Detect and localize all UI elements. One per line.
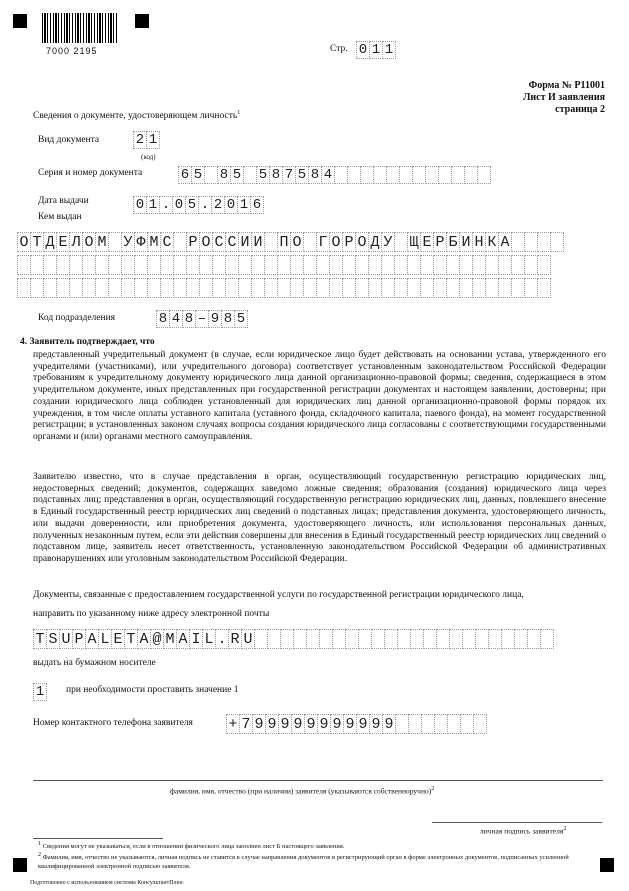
char-cell: Р: [186, 232, 200, 252]
empty-cell: [498, 255, 512, 275]
doc-type-code-note: (код): [141, 153, 156, 161]
doc-type-cells[interactable]: [133, 131, 159, 149]
char-cell: @: [150, 629, 164, 649]
fio-signature-line[interactable]: [33, 780, 603, 781]
char-cell: [243, 166, 257, 184]
empty-cell: [69, 255, 83, 275]
empty-cell: [17, 278, 31, 298]
empty-cell: [381, 278, 395, 298]
empty-cell: [251, 278, 265, 298]
char-cell: [306, 629, 320, 649]
char-cell: [254, 629, 268, 649]
division-code-label: Код подразделения: [38, 313, 116, 323]
empty-cell: [147, 255, 161, 275]
char-cell: 7: [239, 714, 253, 734]
empty-cell: [498, 278, 512, 298]
char-cell: [423, 629, 437, 649]
char-cell: [449, 629, 463, 649]
char-cell: [394, 232, 408, 252]
empty-cell: [69, 278, 83, 298]
phone-cells[interactable]: [226, 714, 486, 734]
char-cell: L: [98, 629, 112, 649]
char-cell: S: [46, 629, 60, 649]
empty-cell: [43, 278, 57, 298]
empty-cell: [420, 278, 434, 298]
char-cell: 8: [182, 310, 196, 328]
issued-by-label: Кем выдан: [38, 212, 82, 222]
char-cell: U: [241, 629, 255, 649]
personal-signature-line[interactable]: [432, 822, 602, 823]
char-cell: [332, 629, 346, 649]
empty-cell: [537, 278, 551, 298]
char-cell: 0: [224, 196, 238, 214]
char-cell: E: [111, 629, 125, 649]
char-cell: [410, 629, 424, 649]
barcode-number: 7000 2195: [46, 46, 98, 56]
char-cell: 8: [308, 166, 322, 184]
char-cell: [462, 629, 476, 649]
empty-cell: [95, 255, 109, 275]
char-cell: И: [459, 232, 473, 252]
char-cell: 9: [278, 714, 292, 734]
empty-cell: [56, 278, 70, 298]
char-cell: [267, 629, 281, 649]
empty-cell: [17, 255, 31, 275]
char-cell: [537, 232, 551, 252]
char-cell: [371, 629, 385, 649]
char-cell: 5: [191, 166, 205, 184]
empty-cell: [30, 278, 44, 298]
empty-cell: [303, 278, 317, 298]
char-cell: И: [251, 232, 265, 252]
fio-caption: фамилия, имя, отчество (при наличии) заявителя (указываются собственноручно)$^2$: [170, 786, 435, 796]
char-cell: Е: [56, 232, 70, 252]
series-number-cells[interactable]: [178, 166, 490, 184]
empty-cell: [82, 255, 96, 275]
char-cell: [527, 629, 541, 649]
char-cell: [384, 629, 398, 649]
issued-by-cells[interactable]: [17, 232, 563, 252]
char-cell: 2: [211, 196, 225, 214]
barcode: [42, 13, 118, 43]
char-cell: О: [290, 232, 304, 252]
char-cell: [108, 232, 122, 252]
footnote-2: $^2$ Фамилия, имя, отчество не указываются, личная подпись не ставится в случае направления документов в регистрирующий орган в форме электронных документов, подписанных усиленной квалифицированной электронной подписью заявителя.: [38, 852, 569, 871]
char-cell: [397, 629, 411, 649]
empty-cell: [329, 278, 343, 298]
char-cell: 9: [265, 714, 279, 734]
char-cell: [386, 166, 400, 184]
footnote-1: $^1$ Сведения могут не указываться, если в отношении физического лица заполнен лист Б настоящего заявления.: [38, 841, 345, 851]
char-cell: [173, 232, 187, 252]
char-cell: 9: [291, 714, 305, 734]
char-cell: R: [228, 629, 242, 649]
empty-cell: [342, 278, 356, 298]
form-title: Форма № Р11001: [528, 80, 605, 91]
empty-cell: [121, 278, 135, 298]
char-cell: У: [381, 232, 395, 252]
char-cell: 1: [146, 131, 160, 149]
char-cell: [264, 232, 278, 252]
char-cell: 9: [382, 714, 396, 734]
empty-cell: [277, 278, 291, 298]
empty-cell: [433, 278, 447, 298]
empty-cell: [186, 278, 200, 298]
char-cell: [460, 714, 474, 734]
empty-cell: [134, 278, 148, 298]
char-cell: [488, 629, 502, 649]
char-cell: [303, 232, 317, 252]
char-cell: [319, 629, 333, 649]
char-cell: 5: [256, 166, 270, 184]
char-cell: [360, 166, 374, 184]
empty-cell: [446, 278, 460, 298]
char-cell: A: [176, 629, 190, 649]
char-cell: [345, 629, 359, 649]
series-label: Серия и номер документа: [38, 168, 143, 178]
char-cell: [204, 166, 218, 184]
empty-cell: [394, 278, 408, 298]
char-cell: Ф: [134, 232, 148, 252]
char-cell: [464, 166, 478, 184]
char-cell: 9: [208, 310, 222, 328]
char-cell: [524, 232, 538, 252]
char-cell: 5: [185, 196, 199, 214]
char-cell: Д: [368, 232, 382, 252]
empty-cell: [108, 255, 122, 275]
empty-cell: [160, 255, 174, 275]
doc-type-label: Вид документа: [38, 135, 100, 145]
empty-cell: [459, 255, 473, 275]
empty-cell: [394, 255, 408, 275]
char-cell: [477, 166, 491, 184]
char-cell: [280, 629, 294, 649]
char-cell: [347, 166, 361, 184]
char-cell: Б: [446, 232, 460, 252]
paper-value-cell[interactable]: [33, 683, 46, 701]
char-cell: 9: [330, 714, 344, 734]
char-cell: 1: [382, 41, 396, 59]
char-cell: П: [277, 232, 291, 252]
page-label: Стр.: [330, 44, 348, 54]
char-cell: 9: [304, 714, 318, 734]
char-cell: 0: [133, 196, 147, 214]
empty-cell: [251, 255, 265, 275]
char-cell: О: [329, 232, 343, 252]
char-cell: [451, 166, 465, 184]
empty-cell: [95, 278, 109, 298]
empty-cell: [121, 255, 135, 275]
empty-cell: [277, 255, 291, 275]
char-cell: [511, 232, 525, 252]
empty-cell: [199, 278, 213, 298]
empty-cell: [472, 278, 486, 298]
corner-marker-bottom-left: [13, 858, 27, 872]
char-cell: 4: [169, 310, 183, 328]
empty-cell: [407, 278, 421, 298]
char-cell: 4: [321, 166, 335, 184]
char-cell: 9: [317, 714, 331, 734]
char-cell: 9: [356, 714, 370, 734]
empty-cell: [368, 255, 382, 275]
empty-cell: [537, 255, 551, 275]
char-cell: U: [59, 629, 73, 649]
empty-cell: [420, 255, 434, 275]
char-cell: 8: [221, 310, 235, 328]
char-cell: [436, 629, 450, 649]
email-line: направить по указанному ниже адресу электронной почты: [33, 609, 270, 619]
char-cell: [434, 714, 448, 734]
char-cell: О: [17, 232, 31, 252]
email-cells[interactable]: [33, 629, 553, 649]
char-cell: У: [121, 232, 135, 252]
char-cell: [358, 629, 372, 649]
char-cell: 9: [343, 714, 357, 734]
empty-cell: [290, 278, 304, 298]
char-cell: [408, 714, 422, 734]
page-number-cells: [356, 41, 395, 59]
footnote-divider: [33, 838, 163, 839]
char-cell: [395, 714, 409, 734]
char-cell: Р: [433, 232, 447, 252]
char-cell: Л: [69, 232, 83, 252]
char-cell: [540, 629, 554, 649]
paper-value: 1: [33, 683, 47, 701]
issue-date-label: Дата выдачи: [38, 196, 89, 206]
char-cell: [501, 629, 515, 649]
form-header: [523, 80, 605, 116]
char-cell: [399, 166, 413, 184]
empty-cell: [134, 255, 148, 275]
issued-by-empty-row[interactable]: [17, 278, 550, 298]
empty-cell: [368, 278, 382, 298]
char-cell: [475, 629, 489, 649]
section-title: Сведения о документе, удостоверяющем личность$^1$: [33, 110, 241, 122]
empty-cell: [524, 255, 538, 275]
char-cell: –: [195, 310, 209, 328]
empty-cell: [316, 278, 330, 298]
char-cell: [473, 714, 487, 734]
sign-caption: личная подпись заявителя$^2$: [480, 826, 567, 836]
char-cell: Р: [342, 232, 356, 252]
empty-cell: [485, 255, 499, 275]
char-cell: И: [238, 232, 252, 252]
char-cell: С: [160, 232, 174, 252]
char-cell: 0: [356, 41, 370, 59]
char-cell: [550, 232, 564, 252]
char-cell: Щ: [407, 232, 421, 252]
char-cell: 7: [282, 166, 296, 184]
char-cell: 6: [250, 196, 264, 214]
char-cell: Е: [420, 232, 434, 252]
char-cell: A: [85, 629, 99, 649]
char-cell: Н: [472, 232, 486, 252]
empty-cell: [407, 255, 421, 275]
empty-cell: [160, 278, 174, 298]
char-cell: 9: [252, 714, 266, 734]
empty-cell: [173, 255, 187, 275]
char-cell: А: [498, 232, 512, 252]
empty-cell: [329, 255, 343, 275]
char-cell: 5: [234, 310, 248, 328]
char-cell: .: [215, 629, 229, 649]
empty-cell: [173, 278, 187, 298]
char-cell: .: [159, 196, 173, 214]
char-cell: 0: [172, 196, 186, 214]
char-cell: [293, 629, 307, 649]
empty-cell: [43, 255, 57, 275]
char-cell: М: [95, 232, 109, 252]
empty-cell: [264, 278, 278, 298]
corner-marker-top-left: [13, 14, 27, 28]
char-cell: К: [485, 232, 499, 252]
phone-label: Номер контактного телефона заявителя: [33, 718, 193, 728]
char-cell: [334, 166, 348, 184]
char-cell: [412, 166, 426, 184]
confirmation-paragraph: представленный учредительный документ (в случае, если юридическое лицо будет действовать на основании устава, утвержденного его учредителями (участниками), или учредительного договора) соответствует установленным законодательством Российской Федерации требованиям к учредительному документу юридического лица данной организационно-правовой формы; сведения, содержащиеся в этом учредительном документе, иных представленных при государственной регистрации документах и настоящем заявлении, достоверны; при создании юридического лица соблюден установленный для юридических лиц данной организационно-правовой формы порядок их учреждения, в том числе оплаты уставного капитала (уставного фонда, складочного капитала, паевого фонда), на момент государственной регистрации; в установленных законом случаях вопросы создания юридического лица согласованы с соответствующими государственными органами и (или) органами местного самоуправления.: [33, 350, 606, 442]
char-cell: +: [226, 714, 240, 734]
page-title: страница 2: [555, 104, 605, 115]
empty-cell: [524, 278, 538, 298]
issue-date-cells[interactable]: [133, 196, 263, 214]
char-cell: .: [198, 196, 212, 214]
char-cell: [438, 166, 452, 184]
char-cell: М: [147, 232, 161, 252]
char-cell: [447, 714, 461, 734]
empty-cell: [290, 255, 304, 275]
char-cell: [425, 166, 439, 184]
section4-title: 4. Заявитель подтверждает, что: [20, 337, 155, 347]
empty-cell: [381, 255, 395, 275]
empty-cell: [30, 255, 44, 275]
char-cell: 2: [133, 131, 147, 149]
liability-paragraph: Заявителю известно, что в случае представления в орган, осуществляющий государственную регистрацию юридических лиц, недостоверных сведений; документов, содержащих заведомо ложные сведения; образования (создания) юридического лица через подставных лиц; представления в орган, осуществляющий государственную регистрацию юридических лиц, данных, повлекшего внесение в Единый государственный реестр юридических лиц сведений о подставных лицах; представления документа, удостоверяющего личность, или выдачи доверенности, или приобретения документа, удостоверяющего личность, или использования персональных данных, полученных незаконным путем, если эти действия совершены для внесения в Единый государственный реестр юридических лиц сведений о подставном лице, заявитель несет ответственность, установленную законодательством Российской Федерации об административных правонарушениях или уголовным законодательством Российской Федерации.: [33, 472, 606, 564]
empty-cell: [355, 255, 369, 275]
char-cell: 1: [369, 41, 383, 59]
issued-by-empty-row[interactable]: [17, 255, 550, 275]
char-cell: С: [225, 232, 239, 252]
empty-cell: [511, 278, 525, 298]
division-code-cells[interactable]: [156, 310, 247, 328]
empty-cell: [485, 278, 499, 298]
char-cell: L: [202, 629, 216, 649]
paper-note: при необходимости проставить значение 1: [66, 685, 239, 695]
char-cell: M: [163, 629, 177, 649]
char-cell: Д: [43, 232, 57, 252]
char-cell: 1: [146, 196, 160, 214]
char-cell: О: [199, 232, 213, 252]
empty-cell: [342, 255, 356, 275]
char-cell: Т: [30, 232, 44, 252]
char-cell: T: [33, 629, 47, 649]
char-cell: [421, 714, 435, 734]
empty-cell: [264, 255, 278, 275]
footnotes: [38, 840, 588, 871]
char-cell: 8: [156, 310, 170, 328]
char-cell: О: [355, 232, 369, 252]
empty-cell: [511, 255, 525, 275]
empty-cell: [108, 278, 122, 298]
char-cell: Г: [316, 232, 330, 252]
char-cell: I: [189, 629, 203, 649]
empty-cell: [199, 255, 213, 275]
empty-cell: [212, 278, 226, 298]
char-cell: T: [124, 629, 138, 649]
empty-cell: [238, 278, 252, 298]
char-cell: [514, 629, 528, 649]
empty-cell: [82, 278, 96, 298]
char-cell: О: [82, 232, 96, 252]
corner-marker-bottom-right: [600, 858, 614, 872]
empty-cell: [459, 278, 473, 298]
char-cell: P: [72, 629, 86, 649]
empty-cell: [147, 278, 161, 298]
char-cell: [373, 166, 387, 184]
char-cell: 8: [269, 166, 283, 184]
empty-cell: [472, 255, 486, 275]
empty-cell: [225, 278, 239, 298]
empty-cell: [355, 278, 369, 298]
char-cell: 8: [217, 166, 231, 184]
corner-marker-top-right: [135, 14, 149, 28]
char-cell: 1: [237, 196, 251, 214]
sheet-title: Лист И заявления: [522, 92, 605, 103]
empty-cell: [186, 255, 200, 275]
empty-cell: [238, 255, 252, 275]
char-cell: С: [212, 232, 226, 252]
char-cell: 5: [295, 166, 309, 184]
empty-cell: [56, 255, 70, 275]
documents-line: Документы, связанные с предоставлением государственной услуги по государственной регистрации юридического лица,: [33, 590, 524, 600]
paper-line: выдать на бумажном носителе: [33, 658, 156, 668]
char-cell: 6: [178, 166, 192, 184]
char-cell: 9: [369, 714, 383, 734]
char-cell: A: [137, 629, 151, 649]
empty-cell: [446, 255, 460, 275]
prepared-note: Подготовлено с использованием системы КонсультантПлюс: [30, 880, 184, 886]
empty-cell: [225, 255, 239, 275]
empty-cell: [433, 255, 447, 275]
empty-cell: [212, 255, 226, 275]
empty-cell: [303, 255, 317, 275]
empty-cell: [316, 255, 330, 275]
char-cell: 5: [230, 166, 244, 184]
